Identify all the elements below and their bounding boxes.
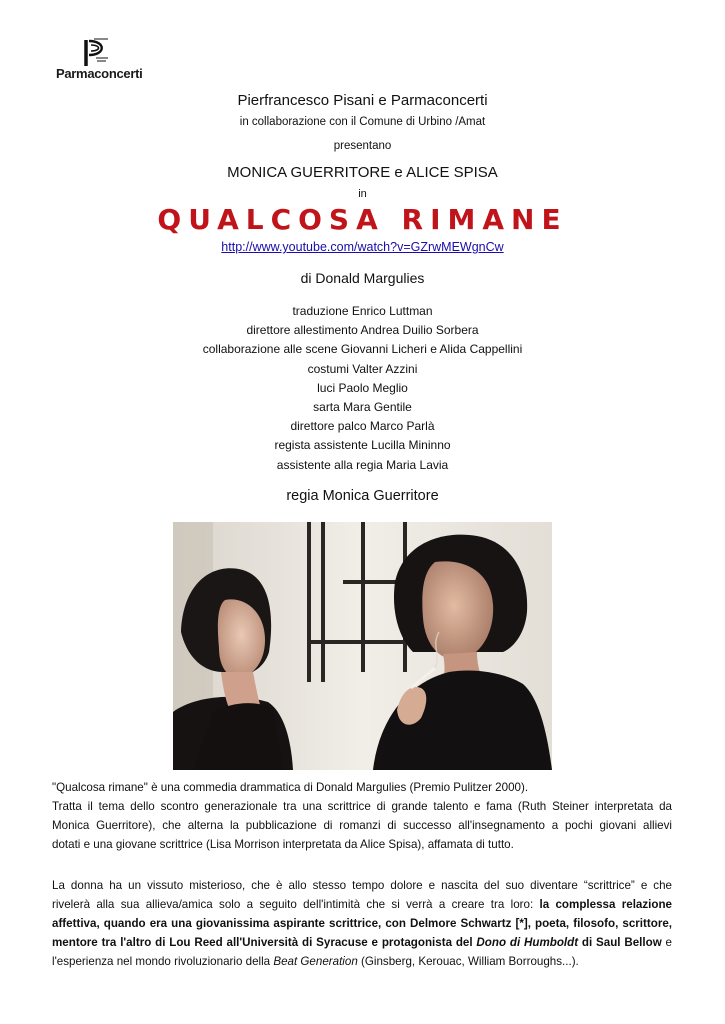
movement-name: Beat Generation [273, 955, 358, 968]
production-photo [173, 522, 552, 770]
credit-staging-director: direttore allestimento Andrea Duilio Sorbera [246, 323, 479, 338]
story-line-5-text: l'esperienza nel mondo rivoluzionario della [52, 955, 274, 968]
intro-line-1: "Qualcosa rimane" è una commedia drammatica di Donald Margulies (Premio Pulitzer 2000). [52, 781, 529, 794]
parmaconcerti-logo [56, 38, 156, 86]
story-line-4-bold [52, 936, 662, 949]
story-line-4-text: mentore tra l'altro di Lou Reed all'Università di Syracuse e protagonista del [52, 936, 477, 949]
story-line-4 [52, 933, 672, 952]
story-line-2-text: rivelerà alla sua allieva/amica solo a seguito dell'intimità che si verrà a creare tra loro: [52, 898, 540, 911]
story-line-4-author: di Saul Bellow [578, 936, 662, 949]
video-link-line [0, 240, 725, 254]
intro-line-3: Monica Guerritore), che alterna la pubblicazione di romanzi di successo all'insegnamento a pochi giovani allievi [52, 819, 672, 832]
story-line-2-bold: la complessa relazione [539, 898, 672, 911]
intro-line-4: dotati e una giovane scrittrice (Lisa Morrison interpretata da Alice Spisa), affamata di tutto. [52, 838, 514, 851]
credit-direction-assistant: assistente alla regia Maria Lavia [276, 457, 449, 472]
photo-illustration [173, 522, 552, 770]
collaboration-line: in collaborazione con il Comune di Urbino /Amat [239, 116, 486, 128]
story-line-3-bold: affettiva, quando era una giovanissima aspirante scrittrice, con Delmore Schwartz [*], poeta, filosofo, scrittore, [52, 917, 672, 930]
book-title: Dono di Humboldt [476, 936, 579, 949]
presents-line: presentano [333, 140, 392, 152]
show-title: QUALCOSA RIMANE [157, 203, 568, 236]
story-line-2 [52, 895, 672, 914]
youtube-link[interactable]: http://www.youtube.com/watch?v=GZrwMEWgnCw [221, 240, 504, 254]
story-line-5-tail: (Ginsberg, Kerouac, William Borroughs...). [357, 955, 579, 968]
credits-list [0, 302, 725, 475]
parmaconcerti-logo-mark-icon [82, 38, 112, 68]
credit-tailor: sarta Mara Gentile [313, 400, 412, 415]
in-line: in [358, 188, 367, 200]
intro-line-2: Tratta il tema dello scontro generazionale tra una scrittrice di grande talento e fama (Ruth Steiner interpretata da [52, 800, 672, 813]
logo-text: Parmaconcerti [56, 66, 143, 81]
story-line-5 [52, 952, 672, 971]
credit-stage-director: direttore palco Marco Parlà [290, 419, 435, 434]
story-line-1: La donna ha un vissuto misterioso, che è allo stesso tempo dolore e nascita del suo diventare “scrittrice” e che [52, 879, 672, 892]
intro-paragraph [52, 778, 672, 854]
producer-line: Pierfrancesco Pisani e Parmaconcerti [237, 92, 488, 109]
direction-line: regia Monica Guerritore [286, 488, 439, 504]
story-line-3 [52, 914, 672, 933]
author-line: di Donald Margulies [300, 270, 425, 286]
credit-assistant-director: regista assistente Lucilla Mininno [274, 438, 451, 453]
credit-set-collaboration: collaborazione alle scene Giovanni Licheri e Alida Cappellini [202, 342, 523, 357]
actors-line: MONICA GUERRITORE e ALICE SPISA [227, 164, 498, 181]
story-line-4-tail: e [661, 936, 672, 949]
story-paragraph [52, 876, 672, 971]
credit-lights: luci Paolo Meglio [317, 380, 408, 395]
credit-translation: traduzione Enrico Luttman [292, 304, 433, 318]
credit-costumes: costumi Valter Azzini [307, 361, 418, 376]
